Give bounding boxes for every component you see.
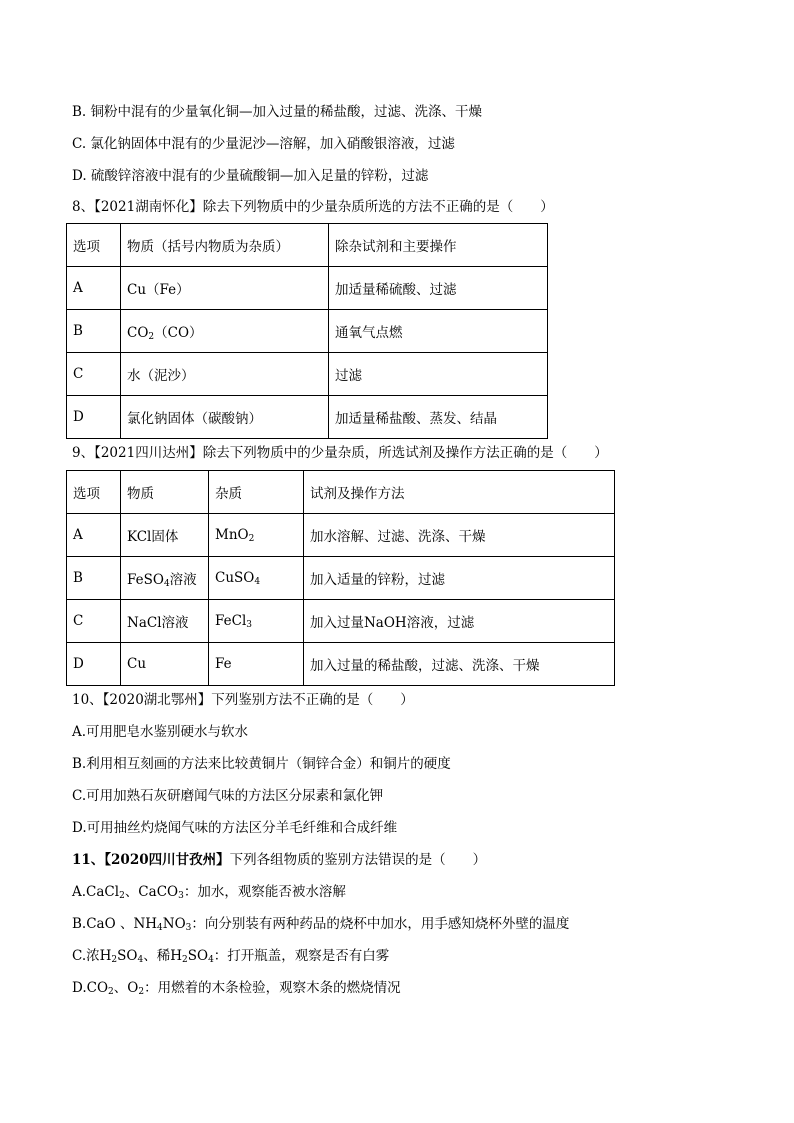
text: A.CaCl (72, 884, 120, 900)
q11-option-d (72, 978, 401, 1002)
text: 、CaCO (124, 884, 179, 900)
q10-stem: 10、【2020湖北鄂州】下列鉴别方法不正确的是（ ） (72, 692, 414, 708)
text: B.CaO 、NH (72, 916, 158, 932)
table-cell: 水（泥沙） (121, 353, 329, 396)
table-cell: NaCl溶液 (121, 600, 209, 643)
q9-header-cell: 选项 (67, 471, 121, 514)
formula-text: 溶液 (169, 571, 197, 588)
subscript: 2 (108, 987, 114, 997)
text: SO (117, 948, 138, 964)
q9-header-row (67, 471, 615, 514)
q9-header-cell: 试剂及操作方法 (304, 471, 615, 514)
table-cell: 加适量稀盐酸、蒸发、结晶 (329, 396, 548, 439)
subscript: 2 (248, 533, 255, 544)
text: 、O (113, 980, 139, 996)
table-cell (121, 310, 329, 353)
table-cell: 加适量稀硫酸、过滤 (329, 267, 548, 310)
q10-option-a: A.可用肥皂水鉴别硬水与软水 (72, 724, 249, 740)
option-b-line: B. 铜粉中混有的少量氧化铜—加入过量的稀盐酸，过滤、洗涤、干燥 (72, 104, 483, 120)
subscript: 4 (208, 955, 214, 965)
option-c-line: C. 氯化钠固体中混有的少量泥沙—溶解，加入硝酸银溶液，过滤 (72, 136, 455, 152)
table-row (67, 643, 615, 686)
q10-option-c: C.可用加熟石灰研磨闻气味的方法区分尿素和氯化钾 (72, 788, 384, 804)
q9-table (66, 470, 615, 686)
table-cell (209, 600, 304, 643)
table-cell: 加水溶解、过滤、洗涤、干燥 (304, 514, 615, 557)
table-cell: 加入过量的稀盐酸，过滤、洗涤、干燥 (304, 643, 615, 686)
q9-header-cell: 杂质 (209, 471, 304, 514)
table-cell: D (67, 643, 121, 686)
formula-text: CO (127, 324, 149, 341)
text: ：加水，观察能否被水溶解 (183, 884, 346, 900)
text: NO (162, 916, 186, 932)
q10-option-b: B.利用相互刻画的方法来比较黄铜片（铜锌合金）和铜片的硬度 (72, 756, 451, 772)
text: 、稀H (143, 948, 182, 964)
table-cell: 加入适量的锌粉，过滤 (304, 557, 615, 600)
table-cell: 过滤 (329, 353, 548, 396)
text: ：向分别装有两种药品的烧杯中加水，用手感知烧杯外壁的温度 (191, 916, 570, 932)
table-cell: Cu (121, 643, 209, 686)
formula-text: CuSO (215, 569, 255, 586)
q9-stem: 9、【2021四川达州】除去下列物质中的少量杂质，所选试剂及操作方法正确的是（ ） (72, 445, 608, 461)
option-d-line: D. 硫酸锌溶液中混有的少量硫酸铜—加入足量的锌粉，过滤 (72, 168, 429, 184)
table-row (67, 600, 615, 643)
q8-header-row (67, 224, 548, 267)
table-cell (121, 557, 209, 600)
q11-option-b (72, 914, 569, 938)
q8-header-cell: 除杂试剂和主要操作 (329, 224, 548, 267)
formula-text: MnO (215, 526, 249, 543)
q8-table (66, 223, 548, 439)
q11-option-c (72, 946, 389, 970)
table-cell: 加入过量NaOH溶液，过滤 (304, 600, 615, 643)
q11-stem-text: 下列各组物质的鉴别方法错误的是（ ） (229, 852, 487, 868)
table-cell: C (67, 353, 121, 396)
subscript: 4 (157, 923, 163, 933)
formula-text: （CO） (154, 324, 203, 341)
subscript: 2 (138, 987, 145, 997)
table-cell: C (67, 600, 121, 643)
q8-header-cell: 物质（括号内物质为杂质） (121, 224, 329, 267)
table-cell: A (67, 514, 121, 557)
subscript: 3 (246, 619, 252, 630)
subscript: 2 (111, 955, 118, 965)
q10-option-d: D.可用抽丝灼烧闻气味的方法区分羊毛纤维和合成纤维 (72, 820, 398, 836)
formula-text: FeCl (215, 612, 247, 629)
table-cell (209, 514, 304, 557)
q11-source: 11、【2020四川甘孜州】 (72, 852, 230, 868)
table-cell: Cu（Fe） (121, 267, 329, 310)
subscript: 2 (182, 955, 188, 965)
table-row (67, 353, 548, 396)
text: ：打开瓶盖，观察是否有白雾 (213, 948, 390, 964)
table-row (67, 396, 548, 439)
table-cell (209, 557, 304, 600)
table-row (67, 267, 548, 310)
table-cell: 通氧气点燃 (329, 310, 548, 353)
text: ：用燃着的木条检验，观察木条的燃烧情况 (144, 980, 401, 996)
table-cell: 氯化钠固体（碳酸钠） (121, 396, 329, 439)
table-row (67, 310, 548, 353)
subscript: 4 (254, 576, 261, 587)
table-cell: B (67, 557, 121, 600)
subscript: 4 (137, 955, 144, 965)
text: SO (187, 948, 209, 964)
q8-header-cell: 选项 (67, 224, 121, 267)
table-cell: D (67, 396, 121, 439)
q8-stem: 8、【2021湖南怀化】除去下列物质中的少量杂质所选的方法不正确的是（ ） (72, 199, 554, 215)
q9-header-cell: 物质 (121, 471, 209, 514)
text: C.浓H (72, 948, 112, 964)
table-cell: A (67, 267, 121, 310)
subscript: 3 (185, 923, 192, 933)
subscript: 3 (178, 891, 184, 901)
q11-option-a (72, 882, 346, 906)
subscript: 2 (119, 891, 125, 901)
table-row (67, 557, 615, 600)
table-cell: B (67, 310, 121, 353)
q11-stem (72, 850, 486, 870)
subscript: 2 (148, 331, 155, 342)
table-row (67, 514, 615, 557)
subscript: 4 (163, 578, 170, 589)
table-cell: Fe (209, 643, 304, 686)
formula-text: FeSO (127, 571, 164, 588)
table-cell: KCl固体 (121, 514, 209, 557)
text: D.CO (72, 980, 109, 996)
